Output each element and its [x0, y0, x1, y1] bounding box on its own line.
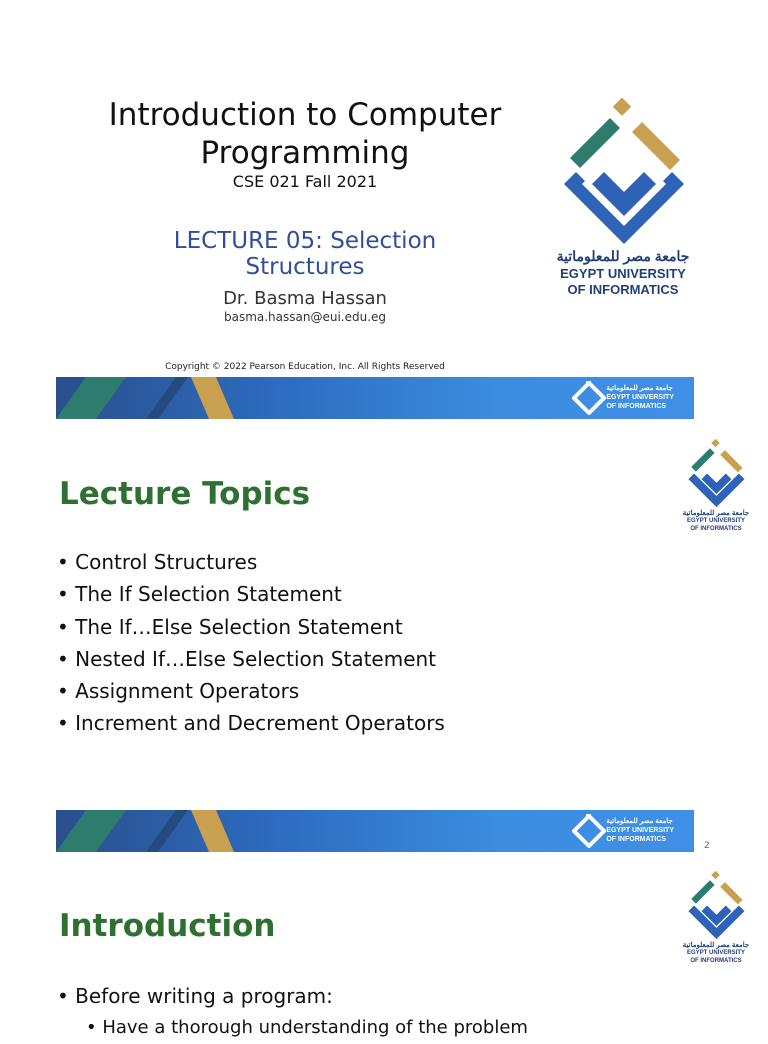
- list-item: • Have a thorough understanding of the problem: [86, 1012, 528, 1044]
- intro-sub-list: [86, 1012, 528, 1044]
- university-logo-icon: [548, 96, 698, 246]
- copyright: Copyright © 2022 Pearson Education, Inc. All Rights Reserved: [165, 362, 445, 372]
- slide-heading: Introduction: [59, 908, 276, 944]
- course-code: CSE 021 Fall 2021: [232, 172, 378, 191]
- university-logo-icon: [681, 438, 751, 508]
- band-logo-text: جامعة مصر للمعلوماتية EGYPT UNIVERSITY OF INFORMATICS: [606, 818, 674, 843]
- author-email: basma.hassan@eui.edu.eg: [223, 310, 387, 324]
- list-item: • Assignment Operators: [57, 675, 445, 707]
- university-logo: [548, 96, 698, 306]
- list-item: • The If…Else Selection Statement: [57, 611, 445, 643]
- logo-line1: EGYPT UNIVERSITY: [560, 266, 686, 281]
- footer-band: [56, 810, 694, 852]
- small-university-logo: جامعة مصر للمعلوماتية EGYPT UNIVERSITY OF INFORMATICS: [681, 438, 751, 538]
- list-item: • Increment and Decrement Operators: [57, 707, 445, 739]
- slide-3: [0, 852, 768, 1038]
- small-university-logo: جامعة مصر للمعلوماتية EGYPT UNIVERSITY OF INFORMATICS: [681, 870, 751, 970]
- logo-line2: OF INFORMATICS: [567, 282, 679, 297]
- stripe-decoration-icon: [56, 810, 256, 852]
- list-item: • Control Structures: [57, 546, 445, 578]
- university-logo-icon: [681, 870, 751, 940]
- author-name: Dr. Basma Hassan: [223, 288, 387, 309]
- list-item: • Nested If…Else Selection Statement: [57, 643, 445, 675]
- stripe-decoration-icon: [56, 377, 256, 419]
- slide-title: Introduction to Computer Programming: [108, 97, 502, 171]
- lecture-title: LECTURE 05: Selection Structures: [173, 228, 437, 280]
- slide-2: [0, 420, 768, 852]
- footer-band: [56, 377, 694, 419]
- list-item: • The If Selection Statement: [57, 578, 445, 610]
- band-logo-text: جامعة مصر للمعلوماتية EGYPT UNIVERSITY OF INFORMATICS: [606, 385, 674, 410]
- band-logo-icon: [572, 381, 606, 415]
- slide-1: [0, 0, 768, 420]
- topic-list: [57, 546, 445, 740]
- slide-heading: Lecture Topics: [59, 476, 311, 512]
- page-number: 2: [704, 841, 710, 851]
- logo-arabic: جامعة مصر للمعلوماتية: [556, 248, 690, 264]
- band-logo-icon: [572, 814, 606, 848]
- list-item: • Before writing a program:: [57, 980, 333, 1012]
- intro-list: [57, 980, 333, 1012]
